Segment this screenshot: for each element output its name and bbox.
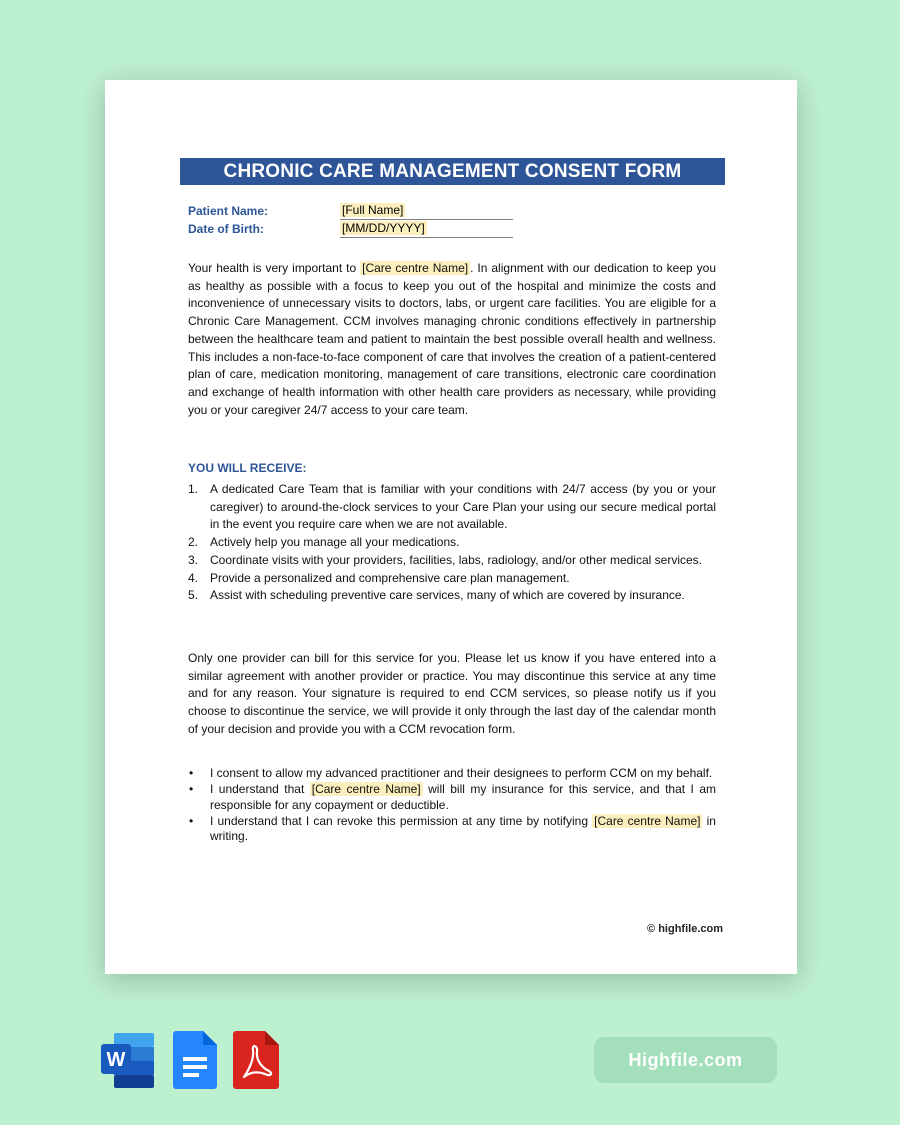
patient-name-label: Patient Name: <box>188 204 269 218</box>
intro-paragraph: Your health is very important to [Care centre Name] . In alignment with our dedication to keep you as healthy as possible with a focus to keep you out of the hospital and minimize the costs and inconvenience of unnecessary visits to doctors, labs, or urgent care facilities. You are eligible for a Chronic Care Management. CCM involves managing chronic conditions effectively in partnership between the healthcare team and patient to maintain the best possible overall health and wellness. This includes a non-face-to-face component of care that involves the creation of a patient-centered plan of care, medication monitoring, management of care transitions, electronic care coordination and exchange of health information with other health care providers as necessary, while providing you or your caregiver 24/7 access to your care team. <box>188 261 716 417</box>
care-centre-placeholder: [Care centre Name] <box>362 261 469 275</box>
list-item: 3. Coordinate visits with your providers, facilities, labs, radiology, and/or other medical services. <box>188 552 702 567</box>
list-item: 1. A dedicated Care Team that is familiar with your conditions with 24/7 access (by you or your caregiver) to around-the-clock services to your Care Plan your using our secure medical portal in the event you require care when we are not available. <box>188 482 716 532</box>
date-of-birth-label: Date of Birth: <box>188 222 264 236</box>
document-page <box>105 80 797 974</box>
consent-item: • I understand that I can revoke this permission at any time by notifying [Care centre Name] in writing. <box>189 813 716 843</box>
billing-paragraph: Only one provider can bill for this service for you. Please let us know if you have entered into a similar agreement with another provider or practice. You may discontinue this service at any time and for any reason. Your signature is required to end CCM services, so please notify us if you choose to discontinue the service, we will provide it only through the last day of the calendar month of your decision and provide you with a CCM revocation form. <box>188 651 716 736</box>
copyright-text: © highfile.com <box>647 923 723 935</box>
consent-item: • I consent to allow my advanced practitioner and their designees to perform CCM on my behalf. <box>189 766 713 780</box>
receive-list <box>188 481 716 605</box>
word-icon[interactable] <box>100 1030 156 1090</box>
consent-list <box>188 766 716 845</box>
document-title: CHRONIC CARE MANAGEMENT CONSENT FORM <box>180 158 725 185</box>
pdf-icon[interactable] <box>232 1030 280 1090</box>
receive-heading: YOU WILL RECEIVE: <box>188 461 307 475</box>
care-centre-placeholder: [Care centre Name] <box>594 813 701 828</box>
svg-text:W: W <box>106 1049 126 1071</box>
list-item: 4. Provide a personalized and comprehensive care plan management. <box>188 570 570 585</box>
patient-name-field[interactable]: [Full Name] <box>340 203 513 220</box>
google-docs-icon[interactable] <box>172 1030 218 1090</box>
highfile-badge[interactable]: Highfile.com <box>594 1037 777 1083</box>
list-item: 2. Actively help you manage all your medications. <box>188 535 460 550</box>
list-item: 5. Assist with scheduling preventive care services, many of which are covered by insurance. <box>188 588 685 603</box>
date-of-birth-field[interactable]: [MM/DD/YYYY] <box>340 221 513 238</box>
consent-item: • I understand that [Care centre Name] will bill my insurance for this service, and that I am responsible for any copayment or deductible. <box>189 782 716 812</box>
care-centre-placeholder: [Care centre Name] <box>311 782 421 796</box>
